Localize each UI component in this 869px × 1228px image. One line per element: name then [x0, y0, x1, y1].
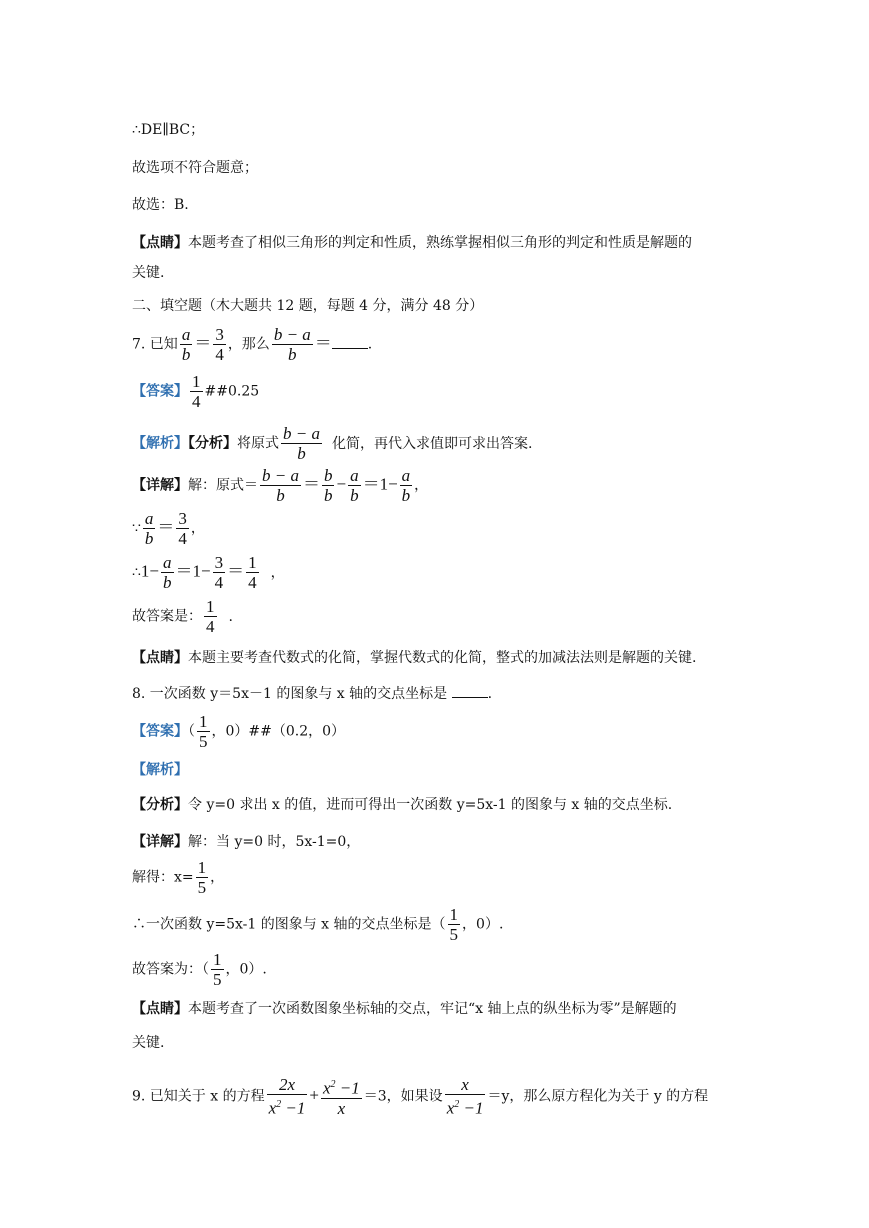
question-8: [132, 684, 492, 704]
q8-result: [132, 950, 267, 989]
q7-analysis: [132, 424, 532, 463]
therefore-symbol: ∴: [132, 564, 141, 581]
dianjing-text: 本题考查了相似三角形的判定和性质，熟练掌握相似三角形的判定和性质是解题的: [188, 235, 692, 251]
fraction-b-minus-a-over-b: $\frac{b - a}{b}$: [283, 424, 320, 463]
text-line: 关键.: [132, 1035, 165, 1051]
q7-fenxi-a: 将原式: [237, 435, 279, 452]
q8-xj-text: 解：当 y=0 时，5x-1=0，: [188, 834, 361, 850]
q7-result-text: 故答案是：: [132, 608, 202, 625]
fenxi-tag: 【分析】: [132, 797, 188, 813]
question-7: 7. 已知 $\frac{a}{b}$ ＝ $\frac{3}{4}$ ，那么 $\frac{b - a}{b}$ ＝ .: [132, 325, 373, 364]
fraction-3-over-4: $\frac{3}{4}$: [214, 553, 224, 592]
q8-fenxi-text: 令 y=0 求出 x 的值，进而可得出一次函数 y=5x-1 的图象与 x 轴的交点坐标.: [188, 797, 673, 813]
q7-mid: ，那么: [227, 336, 270, 353]
xiangjie-tag: 【详解】: [132, 834, 188, 850]
text-line: 故选项不符合题意；: [132, 160, 258, 176]
dianjing-tag: 【点睛】: [132, 1001, 188, 1017]
q8-concl-b: ，0）.: [462, 916, 504, 933]
fenxi-tag: 【分析】: [188, 435, 237, 452]
fraction-x2-minus-1-over-x: $\frac{x^2 -1}{x}$: [321, 1075, 362, 1118]
q8-dianjing: [132, 999, 677, 1019]
q8-answer-open: （: [188, 723, 195, 740]
dianjing-text: 本题主要考查代数式的化简，掌握代数式的化简，整式的加减法法则是解题的关键.: [188, 650, 697, 666]
q7-answer: [132, 372, 259, 411]
q8-concl-a: ∴一次函数 y=5x-1 的图象与 x 轴的交点坐标是（: [132, 916, 446, 933]
q9-c: ＝y，那么原方程化为关于 y 的方程: [487, 1088, 709, 1105]
q8-solve-text: 解得：x=: [132, 869, 194, 886]
q8-text: 8. 一次函数 y＝5x－1 的图象与 x 轴的交点坐标是: [132, 686, 448, 702]
fraction-1-over-4: $\frac{1}{4}$: [192, 372, 201, 411]
q8-detail: [132, 832, 360, 852]
q8-end: .: [487, 686, 493, 702]
text-line: 关键.: [132, 265, 165, 281]
text-line: ∴DE∥BC；: [132, 122, 205, 138]
q8-answer-tail: ，0）##（0.2，0）: [211, 723, 346, 740]
q8-solve: [132, 858, 224, 897]
fraction-1-over-4: $\frac{1}{4}$: [206, 597, 215, 636]
q7-result-end: .: [228, 608, 233, 625]
fraction-a-over-b: $\frac{a}{b}$: [181, 325, 191, 364]
q7-result: [132, 597, 233, 636]
q9-a: 9. 已知关于 x 的方程: [132, 1088, 265, 1105]
q7-fenxi-b: 化简，再代入求值即可求出答案.: [331, 435, 533, 452]
answer-tail: ##0.25: [204, 383, 260, 400]
dianjing-text: 本题考查了一次函数图象坐标轴的交点，牢记“x 轴上点的纵坐标为零”是解题的: [188, 1001, 677, 1017]
fraction-2x-over-x2-minus-1: $\frac{2x}{x^2 -1}$: [268, 1075, 306, 1118]
fraction-1-over-5: $\frac{1}{5}$: [449, 905, 459, 944]
q7-end: .: [367, 336, 373, 353]
fraction-b-minus-a-over-b: $\frac{b - a}{b}$: [273, 325, 311, 364]
fraction-a-over-b: $\frac{a}{b}$: [401, 466, 411, 505]
dianjing-line: [132, 233, 692, 253]
jiexi-tag: 【解析】: [132, 762, 188, 778]
fraction-x-over-x2-minus-1: $\frac{x}{x^2 -1}$: [446, 1075, 484, 1118]
q8-conclusion: [132, 905, 503, 944]
comma: ，: [210, 869, 225, 886]
q7-dianjing: [132, 648, 696, 668]
fraction-a-over-b: $\frac{a}{b}$: [144, 509, 154, 548]
fraction-a-over-b: $\frac{a}{b}$: [163, 553, 172, 592]
q7-since: ∵ $\frac{a}{b}$ ＝ $\frac{3}{4}$ ，: [132, 509, 205, 548]
answer-tag: 【答案】: [132, 723, 188, 740]
fraction-b-minus-a-over-b: $\frac{b - a}{b}$: [262, 466, 299, 505]
section-heading: 二、填空题（木大题共 12 题，每题 4 分，满分 48 分）: [132, 298, 484, 314]
q8-result-b: ，0）.: [225, 961, 267, 978]
comma: ，: [270, 564, 285, 581]
q7-therefore: ∴1− $\frac{a}{b}$ ＝1− $\frac{3}{4}$ ＝ $\frac{1}{4}$ ，: [132, 553, 285, 592]
q8-answer: [132, 712, 345, 751]
q8-fenxi: [132, 795, 672, 815]
since-symbol: ∵: [132, 520, 141, 537]
xiangjie-tag: 【详解】: [132, 477, 188, 494]
q9-b: ＝3，如果设: [363, 1088, 443, 1105]
dianjing-tag: 【点睛】: [132, 235, 188, 251]
q7-detail: 【详解】解：原式＝ $\frac{b - a}{b}$ ＝ $\frac{b}{b}$ − $\frac{a}{b}$ ＝1− $\frac{a}{b}$ ，: [132, 466, 429, 505]
fraction-1-over-5: $\frac{1}{5}$: [197, 858, 207, 897]
fraction-1-over-5: $\frac{1}{5}$: [213, 950, 222, 989]
answer-blank: [452, 685, 488, 698]
fraction-3-over-4: $\frac{3}{4}$: [215, 325, 224, 364]
question-9: 9. 已知关于 x 的方程 $\frac{2x}{x^2 -1}$ + $\frac{x^2 -1}{x}$ ＝3，如果设 $\frac{x}{x^2 -1}$ ＝y，那么原方程化为关于 y 的方程: [132, 1075, 709, 1118]
dianjing-tag: 【点睛】: [132, 650, 188, 666]
comma: ，: [414, 477, 429, 494]
fraction-a-over-b: $\frac{a}{b}$: [350, 466, 359, 505]
q7-xj-a: 解：原式＝: [188, 477, 258, 494]
fraction-1-over-5: $\frac{1}{5}$: [199, 712, 208, 751]
fraction-b-over-b: $\frac{b}{b}$: [323, 466, 333, 505]
comma: ，: [190, 520, 205, 537]
q7-prefix: 7. 已知: [132, 336, 178, 353]
answer-blank: [332, 336, 368, 349]
fraction-1-over-4: $\frac{1}{4}$: [248, 553, 257, 592]
q8-jiexi: [132, 760, 188, 780]
text-line: 故选：B.: [132, 197, 189, 213]
q8-result-a: 故答案为：（: [132, 961, 209, 978]
jiexi-tag: 【解析】: [132, 435, 188, 452]
answer-tag: 【答案】: [132, 383, 188, 400]
fraction-3-over-4: $\frac{3}{4}$: [178, 509, 187, 548]
